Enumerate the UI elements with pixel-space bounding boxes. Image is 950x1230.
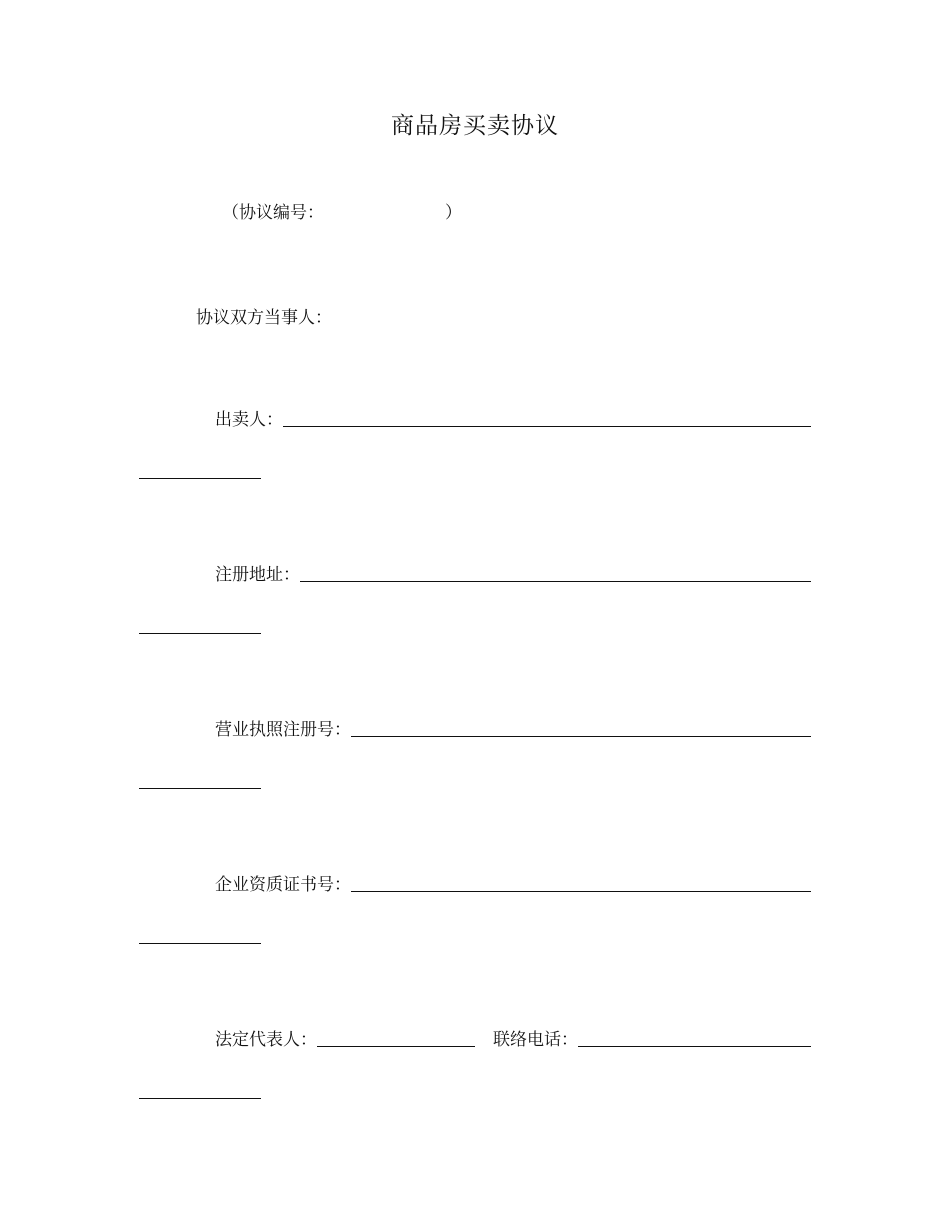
business-license-blank [351,720,811,737]
qualification-cert-blank [351,875,811,892]
contact-phone-blank [578,1030,811,1047]
business-license-blank-continuation [139,788,261,789]
agreement-number-close: ） [445,203,462,223]
representative-contact-field [215,1027,811,1051]
business-license-field [215,717,811,741]
legal-representative-blank [317,1030,475,1047]
document-title: 商品房买卖协议 [391,113,559,139]
registered-address-blank-continuation [139,633,261,634]
seller-label: 出卖人： [215,410,283,430]
registered-address-blank [300,565,811,582]
seller-blank [283,410,811,427]
seller-field [215,407,811,431]
agreement-number [222,202,462,224]
legal-representative-label: 法定代表人： [215,1030,317,1050]
contact-phone-label: 联络电话： [493,1030,578,1050]
agreement-number-open: （协议编号： [222,203,324,223]
qualification-cert-blank-continuation [139,943,261,944]
registered-address-label: 注册地址： [215,565,300,585]
parties-label: 协议双方当事人： [196,308,332,328]
registered-address-field [215,562,811,586]
contact-phone-blank-continuation [139,1098,261,1099]
seller-blank-continuation [139,478,261,479]
business-license-label: 营业执照注册号： [215,720,351,740]
qualification-cert-label: 企业资质证书号： [215,875,351,895]
qualification-cert-field [215,872,811,896]
